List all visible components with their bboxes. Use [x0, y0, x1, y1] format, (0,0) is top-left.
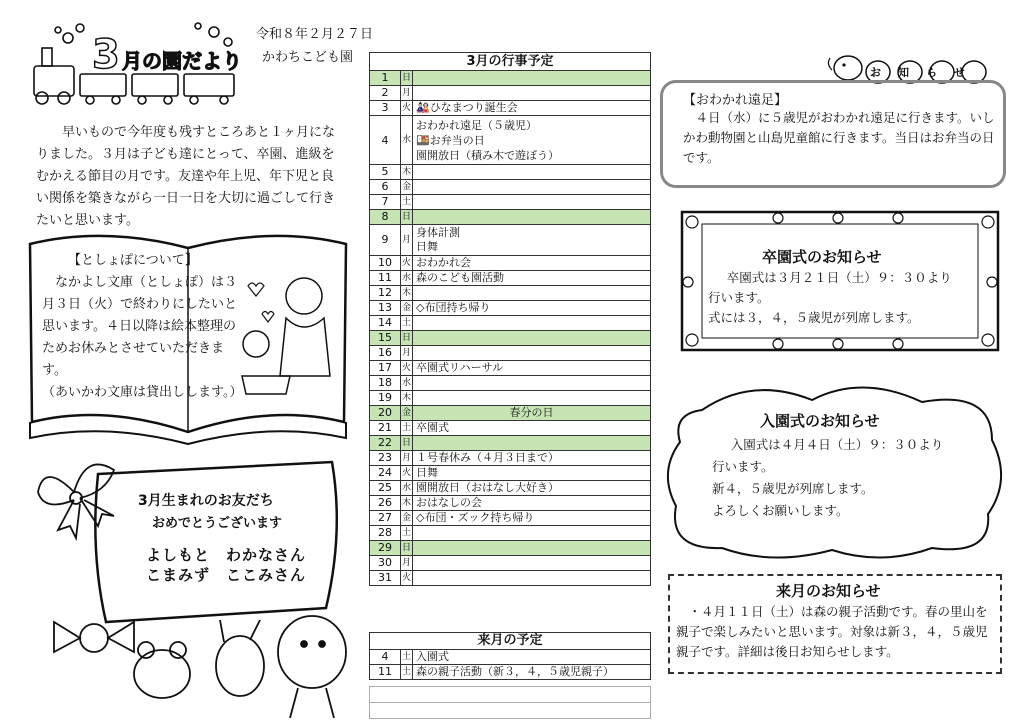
weekday: 金 — [401, 180, 413, 195]
day-number: 31 — [370, 571, 401, 586]
event-text: 入園式 — [416, 650, 450, 663]
event-cell — [413, 421, 651, 436]
event-cell — [413, 556, 651, 571]
graduation-line1: 卒園式は３月２１日（土）９：３０より — [726, 270, 952, 285]
weekday: 月 — [401, 451, 413, 466]
schedule-row — [370, 556, 651, 571]
event-text: 卒園式 — [416, 421, 450, 434]
event-cell — [413, 650, 651, 665]
graduation-body — [708, 268, 978, 328]
event-text: おわかれ遠足（５歳児） — [416, 118, 538, 132]
entrance-title: 入園式のお知らせ — [760, 412, 880, 430]
schedule-row — [370, 271, 651, 286]
event-text: おはなしの会 — [416, 496, 483, 509]
event-cell — [413, 165, 651, 180]
event-text: 森の親子活動（新３，４，５歳児親子） — [416, 665, 615, 678]
train-chimney-shape — [42, 48, 52, 66]
event-cell — [413, 541, 651, 556]
event-cell — [413, 271, 651, 286]
weekday: 金 — [401, 406, 413, 421]
schedule-row — [370, 391, 651, 406]
intro-paragraph: 早いもので今年度も残すところあと１ヶ月になりました。３月は子ども達にとって、卒園、進級をむかえる節目の月です。友達や年上児、年下児と良い関係を築きながら一日一日を大切に過ごして行きたいと思います。 — [36, 125, 336, 228]
event-text: ◇布団・ズック持ち帰り — [416, 511, 535, 524]
schedule-row — [370, 361, 651, 376]
schedule-row — [370, 481, 651, 496]
day-number: 10 — [370, 256, 401, 271]
schedule-row — [370, 316, 651, 331]
event-cell — [413, 180, 651, 195]
weekday: 火 — [401, 256, 413, 271]
schedule-row — [370, 116, 651, 165]
day-number: 12 — [370, 286, 401, 301]
svg-text:3: 3 — [92, 32, 120, 78]
day-number: 29 — [370, 541, 401, 556]
toshopo-body: なかよし文庫（としょぽ）は３月３日（火）で終わりにしたいと思います。４日以降は絵本整理のためお休みとさせていただきます。 — [42, 275, 238, 378]
day-number: 11 — [370, 665, 401, 680]
schedule-row — [370, 86, 651, 101]
event-cell — [413, 225, 651, 256]
weekday: 火 — [401, 571, 413, 586]
weekday: 火 — [401, 101, 413, 116]
schedule-row — [370, 71, 651, 86]
event-text: 森のこども園活動 — [416, 271, 505, 284]
schedule-row — [370, 650, 651, 665]
weekday: 土 — [401, 526, 413, 541]
weekday: 日 — [401, 541, 413, 556]
event-cell — [413, 451, 651, 466]
entrance-line3: 新４，５歳児が列席します。 — [712, 481, 874, 496]
event-cell — [413, 406, 651, 421]
weekday: 火 — [401, 466, 413, 481]
day-number: 14 — [370, 316, 401, 331]
event-cell — [413, 481, 651, 496]
weekday: 日 — [401, 210, 413, 225]
toshopo-title: 【としょぽについて】 — [68, 253, 198, 268]
event-text: １号春休み（４月３日まで） — [416, 451, 560, 464]
birthday-names-line1: よしもと わかなさん — [146, 546, 307, 564]
event-cell — [413, 331, 651, 346]
event-cell — [413, 511, 651, 526]
empty-rows — [369, 686, 651, 719]
graduation-title: 卒園式のお知らせ — [762, 248, 882, 266]
event-cell — [413, 71, 651, 86]
day-number: 1 — [370, 71, 401, 86]
train-engine-shape — [34, 66, 74, 96]
day-number: 28 — [370, 526, 401, 541]
schedule-row — [370, 286, 651, 301]
svg-text:月の園だより: 月の園だより — [122, 49, 242, 73]
weekday: 水 — [401, 116, 413, 165]
weekday: 土 — [401, 195, 413, 210]
weekday: 土 — [401, 650, 413, 665]
weekday: 木 — [401, 165, 413, 180]
weekday: 月 — [401, 86, 413, 101]
entrance-line4: よろしくお願いします。 — [712, 503, 849, 518]
event-text: 卒園式リハーサル — [416, 361, 504, 374]
schedule-row — [370, 541, 651, 556]
weekday: 水 — [401, 376, 413, 391]
ribbon-bow-icon — [38, 464, 114, 538]
notices-header-text: お知らせ — [870, 66, 982, 79]
schedule-title: 3月の行事予定 — [370, 53, 651, 71]
schedule-row — [370, 210, 651, 225]
event-text: 春分の日 — [509, 406, 554, 419]
day-number: 6 — [370, 180, 401, 195]
event-text: 園開放日（積み木で遊ぼう） — [416, 148, 560, 162]
schedule-row — [370, 376, 651, 391]
weekday: 水 — [401, 271, 413, 286]
schedule-row — [370, 451, 651, 466]
issue-date: 令和８年２月２７日 — [256, 27, 374, 42]
entrance-body — [712, 434, 978, 522]
event-cell — [413, 665, 651, 680]
weekday: 日 — [401, 331, 413, 346]
schedule-row — [370, 346, 651, 361]
birthday-title: 3月生まれのお友だち — [138, 493, 274, 509]
birthday-names-line2: こまみず ここみさん — [146, 566, 307, 584]
weekday: 日 — [401, 436, 413, 451]
event-cell — [413, 466, 651, 481]
day-number: 13 — [370, 301, 401, 316]
weekday: 木 — [401, 391, 413, 406]
schedule-row — [370, 256, 651, 271]
event-cell — [413, 391, 651, 406]
chick-icon — [834, 56, 862, 80]
event-cell — [413, 376, 651, 391]
next-month-notice-title: 来月のお知らせ — [776, 582, 881, 600]
event-cell — [413, 116, 651, 165]
schedule-row — [370, 421, 651, 436]
schedule-row — [370, 101, 651, 116]
weekday: 月 — [401, 556, 413, 571]
weekday: 日 — [401, 71, 413, 86]
event-cell — [413, 301, 651, 316]
event-cell — [413, 361, 651, 376]
event-cell — [413, 86, 651, 101]
schedule-row — [370, 406, 651, 421]
day-number: 21 — [370, 421, 401, 436]
event-cell — [413, 571, 651, 586]
day-number: 11 — [370, 271, 401, 286]
day-number: 15 — [370, 331, 401, 346]
day-number: 3 — [370, 101, 401, 116]
event-cell — [413, 346, 651, 361]
march-schedule-table — [369, 52, 651, 586]
farewell-title: 【おわかれ遠足】 — [683, 93, 788, 108]
weekday: 金 — [401, 511, 413, 526]
schedule-row — [370, 526, 651, 541]
graduation-line3: 式には３，４，５歳児が列席します。 — [708, 310, 920, 325]
schedule-row — [370, 571, 651, 586]
day-number: 20 — [370, 406, 401, 421]
day-number: 30 — [370, 556, 401, 571]
event-cell — [413, 316, 651, 331]
schedule-row — [370, 665, 651, 680]
event-cell — [413, 101, 651, 116]
event-text: 身体計測 — [416, 226, 461, 239]
event-cell — [413, 496, 651, 511]
day-number: 2 — [370, 86, 401, 101]
entrance-line2: 行います。 — [712, 459, 774, 474]
event-text: 🍱お弁当の日 — [416, 133, 485, 147]
event-text: ◇布団持ち帰り — [416, 301, 491, 314]
event-cell — [413, 195, 651, 210]
farewell-body: ４日（水）に５歳児がおわかれ遠足に行きます。いしかわ動物園と山島児童館に行きます。当日はお弁当の日です。 — [683, 110, 995, 165]
schedule-row — [370, 225, 651, 256]
weekday: 月 — [401, 225, 413, 256]
weekday: 金 — [401, 301, 413, 316]
entrance-line1: 入園式は４月４日（土）９：３０より — [730, 437, 944, 452]
next-month-schedule-table — [369, 632, 651, 680]
weekday: 木 — [401, 286, 413, 301]
day-number: 17 — [370, 361, 401, 376]
schedule-row — [370, 466, 651, 481]
day-number: 25 — [370, 481, 401, 496]
day-number: 27 — [370, 511, 401, 526]
event-text: 園開放日（おはなし大好き） — [416, 481, 560, 494]
schedule-row — [370, 331, 651, 346]
graduation-line2: 行います。 — [708, 290, 770, 305]
day-number: 4 — [370, 650, 401, 665]
day-number: 26 — [370, 496, 401, 511]
masthead-logo — [28, 18, 248, 108]
event-cell — [413, 436, 651, 451]
event-cell — [413, 210, 651, 225]
schedule-row — [370, 195, 651, 210]
schedule-row — [370, 180, 651, 195]
day-number: 4 — [370, 116, 401, 165]
day-number: 22 — [370, 436, 401, 451]
day-number: 23 — [370, 451, 401, 466]
schedule-row — [370, 165, 651, 180]
next-month-notice-body: ・４月１１日（土）は森の親子活動です。春の里山を親子で楽しみたいと思います。対象は新３，４，５歳児親子です。詳細は後日お知らせします。 — [676, 604, 988, 659]
birthday-subtitle: おめでとうございます — [152, 516, 283, 531]
schedule-row — [370, 301, 651, 316]
day-number: 9 — [370, 225, 401, 256]
toshopo-section — [42, 250, 332, 404]
weekday: 土 — [401, 316, 413, 331]
next-schedule-title: 来月の予定 — [370, 633, 651, 650]
schedule-row — [370, 496, 651, 511]
event-cell — [413, 286, 651, 301]
event-text: おわかれ会 — [416, 256, 472, 269]
weekday: 土 — [401, 665, 413, 680]
day-number: 24 — [370, 466, 401, 481]
toshopo-note: （あいかわ文庫は貸出しします。） — [42, 385, 243, 400]
event-cell — [413, 256, 651, 271]
school-name: かわちこども園 — [262, 50, 354, 65]
day-number: 7 — [370, 195, 401, 210]
animal-friends-icon — [54, 616, 346, 718]
day-number: 16 — [370, 346, 401, 361]
day-number: 8 — [370, 210, 401, 225]
event-text: 日舞 — [416, 466, 439, 479]
event-text: 日舞 — [416, 240, 439, 253]
day-number: 5 — [370, 165, 401, 180]
day-number: 18 — [370, 376, 401, 391]
weekday: 月 — [401, 346, 413, 361]
event-cell — [413, 526, 651, 541]
event-text: 🎎ひなまつり誕生会 — [416, 101, 518, 114]
weekday: 水 — [401, 481, 413, 496]
schedule-row — [370, 436, 651, 451]
day-number: 19 — [370, 391, 401, 406]
weekday: 火 — [401, 361, 413, 376]
schedule-row — [370, 511, 651, 526]
weekday: 土 — [401, 421, 413, 436]
weekday: 木 — [401, 496, 413, 511]
